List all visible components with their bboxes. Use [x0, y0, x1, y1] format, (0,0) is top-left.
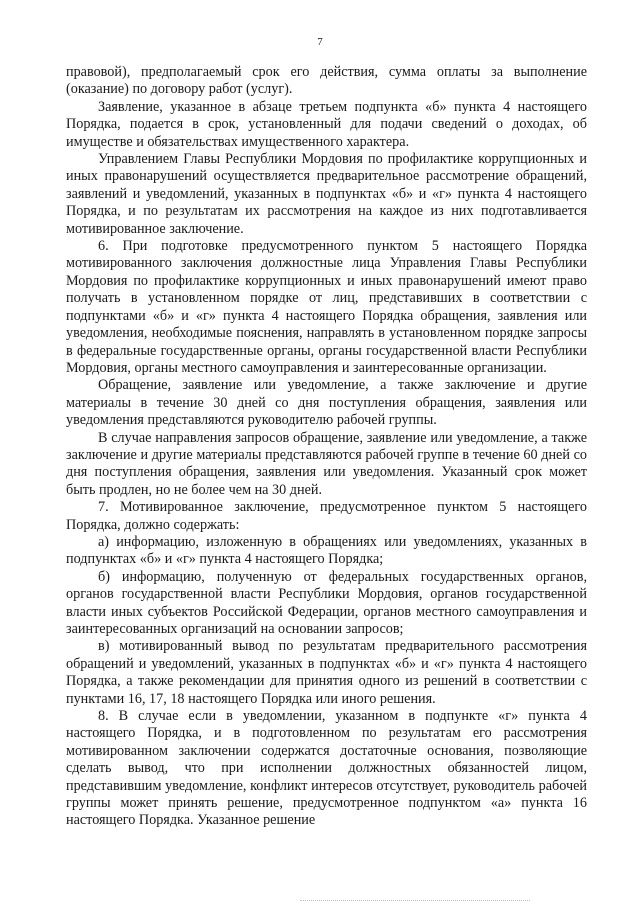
paragraph-subitem-a: а) информацию, изложенную в обращениях или уведомлениях, указанных в подпунктах «б» и «г» пункта 4 настоящего Порядка;	[66, 533, 587, 568]
paragraph: В случае направления запросов обращение, заявление или уведомление, а также заключение и другие материалы представляются рабочей группе в течение 60 дней со дня поступления обращения, заявления или уведомления. Указанный срок может быть продлен, но не более чем на 30 дней.	[66, 429, 587, 498]
scan-artifact	[300, 900, 530, 902]
paragraph-item-6: 6. При подготовке предусмотренного пунктом 5 настоящего Порядка мотивированного заключения должностные лица Управления Главы Республики Мордовия по профилактике коррупционных и иных правонарушений имеют право получать в установленном порядке от лиц, представивших в соответствии с подпунктами «б» и «г» пункта 4 настоящего Порядка обращения, заявления или уведомления, необходимые пояснения, направлять в установленном порядке запросы в федеральные государственные органы, органы государственной власти Республики Мордовия, органы местного самоуправления и заинтересованные организации.	[66, 238, 587, 376]
paragraph: Заявление, указанное в абзаце третьем подпункта «б» пункта 4 настоящего Порядка, подается в срок, установленный для подачи сведений о доходах, об имуществе и обязательствах имущественного характера.	[66, 98, 587, 150]
paragraph-continuation: правовой), предполагаемый срок его действия, сумма оплаты за выполнение (оказание) по договору работ (услуг).	[66, 64, 587, 98]
document-text	[66, 64, 587, 830]
paragraph-subitem-v: в) мотивированный вывод по результатам предварительного рассмотрения обращений и уведомлений, указанных в подпунктах «б» и «г» пункта 4 настоящего Порядка, а также рекомендации для принятия одного из решений в соответствии с пунктами 16, 17, 18 настоящего Порядка или иного решения.	[66, 638, 587, 707]
paragraph-subitem-b: б) информацию, полученную от федеральных государственных органов, органов государственной власти Республики Мордовия, органов государственной власти иных субъектов Российской Федерации, органов местного самоуправления и заинтересованных организаций на основании запросов;	[66, 568, 587, 637]
paragraph: Управлением Главы Республики Мордовия по профилактике коррупционных и иных правонарушений осуществляется предварительное рассмотрение обращений, заявлений и уведомлений, указанных в подпунктах «б» и «г» пункта 4 настоящего Порядка, и по результатам их рассмотрения на каждое из них подготавливается мотивированное заключение.	[66, 151, 587, 237]
paragraph-item-7: 7. Мотивированное заключение, предусмотренное пунктом 5 настоящего Порядка, должно содержать:	[66, 499, 587, 533]
page-number: 7	[317, 36, 323, 48]
paragraph: Обращение, заявление или уведомление, а также заключение и другие материалы в течение 30 дней со дня поступления обращения, заявления или уведомления представляются руководителю рабочей группы.	[66, 377, 587, 429]
paragraph-item-8: 8. В случае если в уведомлении, указанном в подпункте «г» пункта 4 настоящего Порядка, и в подготовленном по результатам его рассмотрения мотивированном заключении содержатся достаточные основания, позволяющие сделать вывод, что при исполнении должностных обязанностей лицом, представившим уведомление, конфликт интересов отсутствует, руководитель рабочей группы может принять решение, предусмотренное подпунктом «а» пункта 16 настоящего Порядка. Указанное решение	[66, 708, 587, 829]
